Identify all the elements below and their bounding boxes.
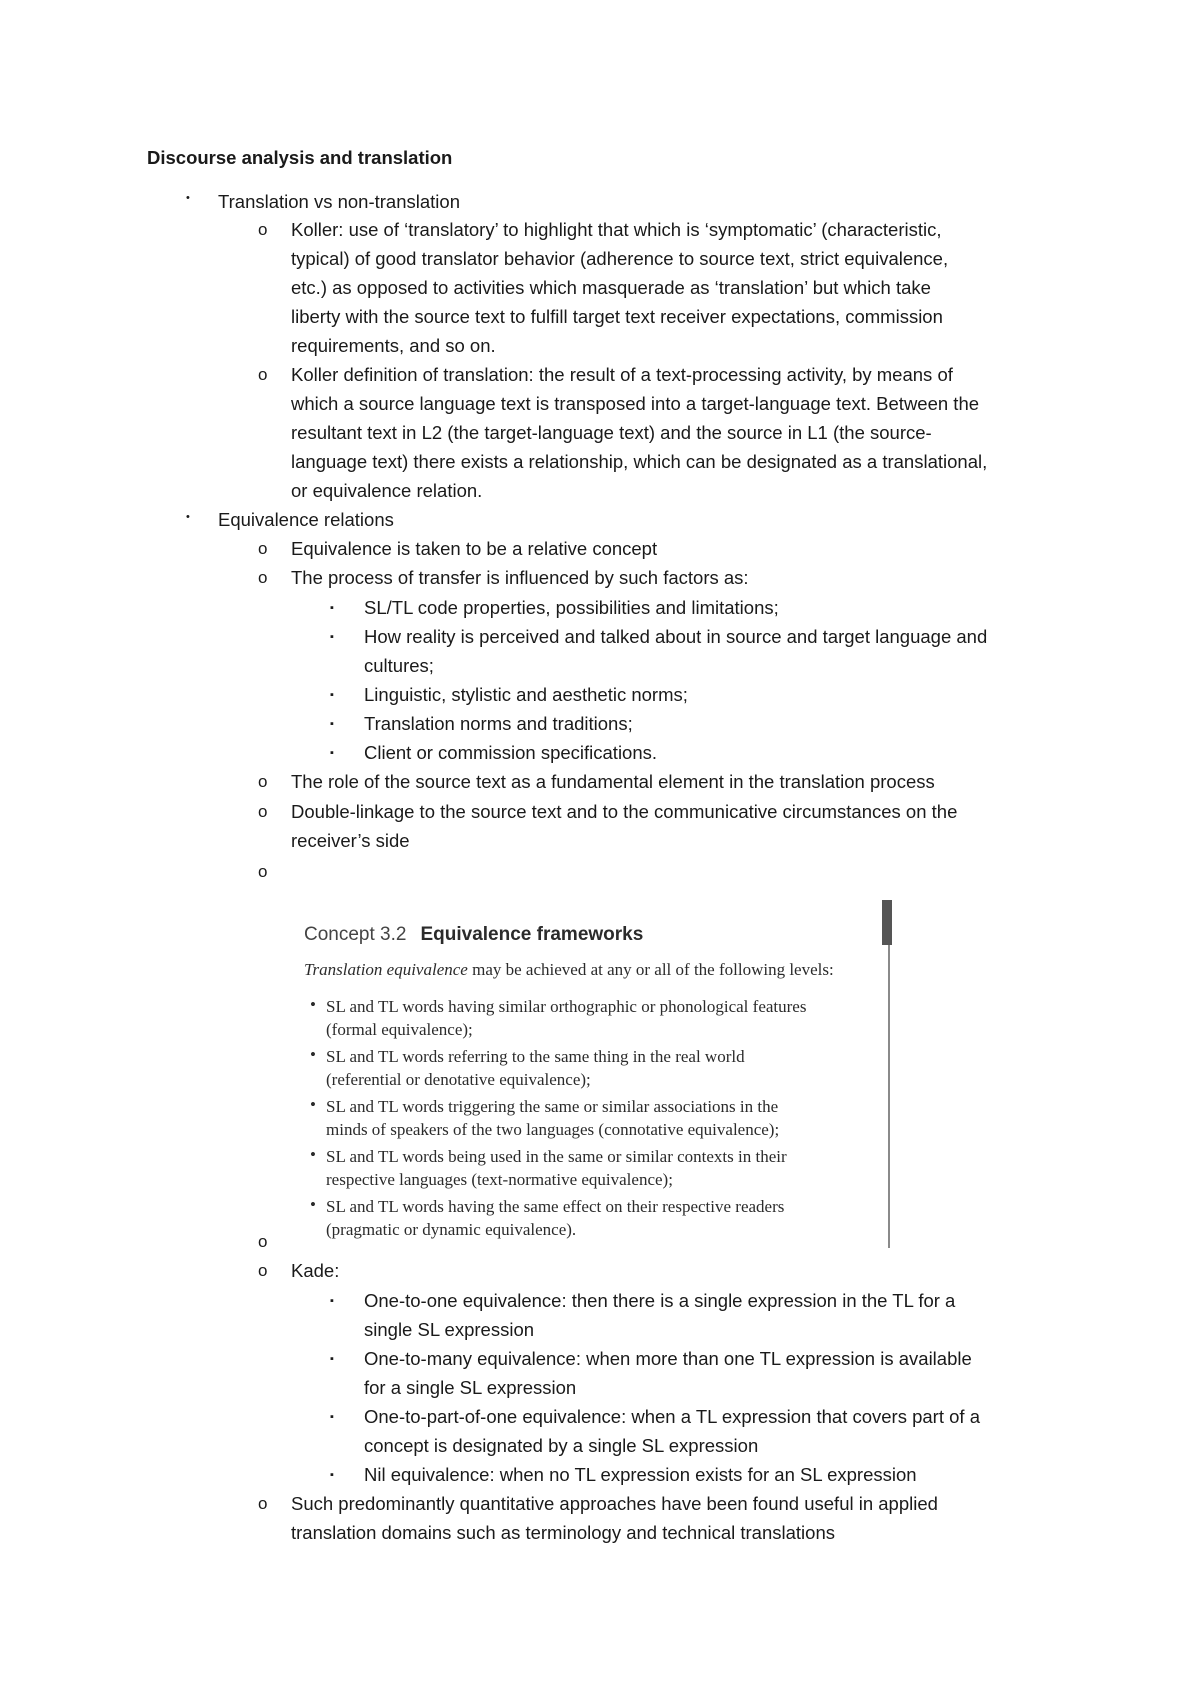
concept-item-line: SL and TL words referring to the same thing in the real world [326,1047,745,1066]
koller-translatory-line-3: etc.) as opposed to activities which masquerade as ‘translation’ but which take [291,277,931,298]
square-bullet-marker: ▪ [330,1411,334,1423]
concept-bullet: • [310,995,316,1014]
kade-one-to-part-line-2: concept is designated by a single SL expression [364,1435,759,1456]
concept-intro-rest: may be achieved at any or all of the following levels: [467,960,834,979]
sub-bullet-marker: o [258,802,268,821]
square-bullet-marker: ▪ [330,718,334,730]
quantitative-approaches-line-2: translation domains such as terminology and technical translations [291,1522,835,1543]
concept-intro-term: Translation equivalence [304,960,468,979]
koller-definition-line-5: or equivalence relation. [291,480,483,501]
concept-item-line: (pragmatic or dynamic equivalence). [326,1220,577,1239]
square-bullet-marker: ▪ [330,747,334,759]
koller-definition-line-2: which a source language text is transposed into a target-language text. Between the [291,393,980,414]
concept-heading [304,924,643,946]
concept-item-line: SL and TL words being used in the same or similar contexts in their [326,1147,787,1166]
bullet-equivalence-relations: Equivalence relations [218,509,394,530]
koller-translatory-line-2: typical) of good translator behavior (adherence to source text, strict equivalence, [291,248,949,269]
concept-figure [290,900,890,1250]
concept-item-text-normative [326,1145,876,1191]
sub-bullet-marker: o [258,568,268,587]
kade-one-to-one-line-2: single SL expression [364,1319,535,1340]
bullet-marker: • [186,511,190,523]
concept-item-line: minds of speakers of the two languages (connotative equivalence); [326,1120,780,1139]
bullet-marker: • [186,192,190,204]
sub-bullet-marker: o [258,539,268,558]
factor-reality-line-1: How reality is perceived and talked about in source and target language and [364,626,988,647]
concept-bullet: • [310,1195,316,1214]
koller-translatory-line-1: Koller: use of ‘translatory’ to highlight that which is ‘symptomatic’ (characteristic, [291,219,942,240]
concept-item-line: (referential or denotative equivalence); [326,1070,591,1089]
concept-bullet: • [310,1045,316,1064]
square-bullet-marker: ▪ [330,1469,334,1481]
source-text-role: The role of the source text as a fundamental element in the translation process [291,771,935,792]
kade-heading: Kade: [291,1260,340,1281]
transfer-factors-intro: The process of transfer is influenced by such factors as: [291,567,749,588]
double-linkage-line-1: Double-linkage to the source text and to the communicative circumstances on the [291,801,958,822]
kade-one-to-many-line-1: One-to-many equivalence: when more than one TL expression is available [364,1348,972,1369]
koller-translatory-line-4: liberty with the source text to fulfill target text receiver expectations, commission [291,306,943,327]
sub-bullet-marker: o [258,1232,268,1251]
sub-bullet-marker: o [258,772,268,791]
factor-reality-line-2: cultures; [364,655,434,676]
concept-item-line: (formal equivalence); [326,1020,473,1039]
bullet-translation-vs-non-translation: Translation vs non-translation [218,191,460,212]
square-bullet-marker: ▪ [330,1295,334,1307]
kade-one-to-many-line-2: for a single SL expression [364,1377,577,1398]
concept-item-formal [326,995,876,1041]
sub-bullet-marker: o [258,862,268,881]
quantitative-approaches-line-1: Such predominantly quantitative approaches have been found useful in applied [291,1493,938,1514]
koller-definition-line-1: Koller definition of translation: the result of a text-processing activity, by means of [291,364,953,385]
concept-item-connotative [326,1095,876,1141]
factor-linguistic-norms: Linguistic, stylistic and aesthetic norms; [364,684,688,705]
page-title: Discourse analysis and translation [147,147,453,168]
concept-item-line: SL and TL words having the same effect on their respective readers [326,1197,785,1216]
concept-figure-tab [882,900,892,945]
kade-nil-equivalence: Nil equivalence: when no TL expression exists for an SL expression [364,1464,917,1485]
concept-item-pragmatic [326,1195,876,1241]
concept-label: Concept 3.2 [304,924,407,945]
factor-code-properties: SL/TL code properties, possibilities and limitations; [364,597,779,618]
koller-definition-line-4: language text) there exists a relationship, which can be designated as a translational, [291,451,988,472]
square-bullet-marker: ▪ [330,689,334,701]
concept-item-referential [326,1045,876,1091]
concept-title: Equivalence frameworks [420,924,644,945]
concept-bullet: • [310,1145,316,1164]
concept-figure-border [888,900,890,1248]
kade-one-to-part-line-1: One-to-part-of-one equivalence: when a TL expression that covers part of a [364,1406,980,1427]
sub-bullet-marker: o [258,1494,268,1513]
concept-item-line: SL and TL words having similar orthographic or phonological features [326,997,807,1016]
factor-client-specifications: Client or commission specifications. [364,742,658,763]
factor-translation-norms: Translation norms and traditions; [364,713,633,734]
double-linkage-line-2: receiver’s side [291,830,410,851]
square-bullet-marker: ▪ [330,1353,334,1365]
sub-bullet-marker: o [258,365,268,384]
equivalence-relative-concept: Equivalence is taken to be a relative concept [291,538,658,559]
concept-item-line: respective languages (text-normative equivalence); [326,1170,673,1189]
concept-bullet: • [310,1095,316,1114]
concept-item-line: SL and TL words triggering the same or similar associations in the [326,1097,779,1116]
square-bullet-marker: ▪ [330,631,334,643]
koller-translatory-line-5: requirements, and so on. [291,335,496,356]
koller-definition-line-3: resultant text in L2 (the target-language text) and the source in L1 (the source- [291,422,932,443]
square-bullet-marker: ▪ [330,602,334,614]
sub-bullet-marker: o [258,220,268,239]
concept-intro [304,960,834,980]
kade-one-to-one-line-1: One-to-one equivalence: then there is a single expression in the TL for a [364,1290,956,1311]
sub-bullet-marker: o [258,1261,268,1280]
